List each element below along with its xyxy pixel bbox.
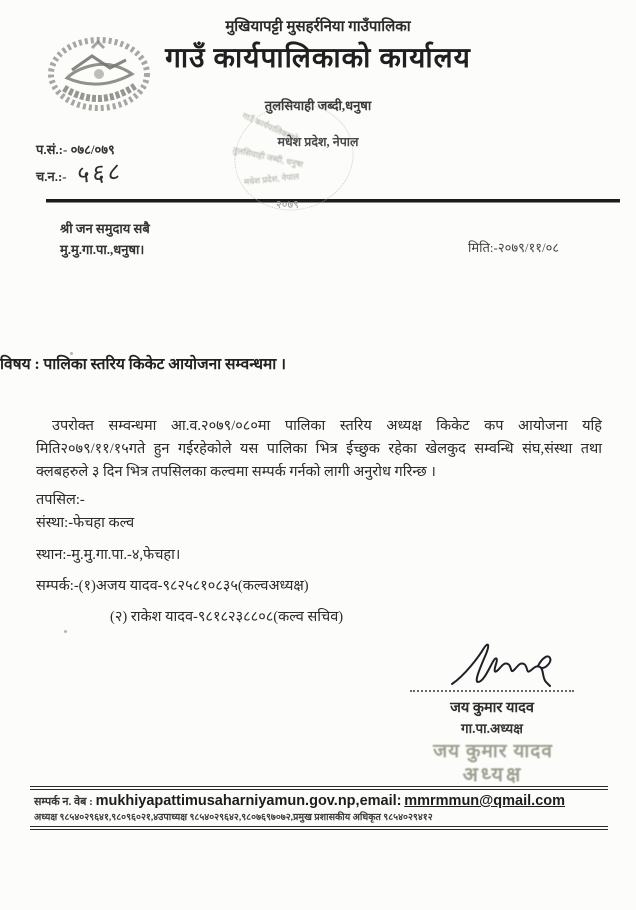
chalani-label: च.न.:-: [36, 169, 67, 184]
footer-email: mmrmmun@qmail.com: [404, 793, 566, 809]
footer-phone-line: अध्यक्ष ९८५४०२९६४१,९८०९६०२१,४उपाध्यक्ष ९८५४०२९६४२,९८०७६९७०७२,प्रमुख प्रशासकीय अधिकृत ९८५४०२९४१२: [34, 813, 433, 823]
footer-web-email-line: [30, 790, 608, 810]
signature-dotted-line: [410, 690, 574, 692]
letter-date: मिति:-२०७९/११/०८: [468, 240, 560, 255]
seal-arc-text: मधेश प्रदेश, नेपाल: [243, 171, 300, 187]
letter-body: उपरोक्त सम्वन्धमा आ.व.२०७९/०८०मा पालिका स्तरिय अध्यक्ष किकेट कप आयोजना यहि मिति२०७९/११/१५गते हुन गईरहेकोले यस पालिका भित्र ईच्छुक रहेका खेलकुद सम्वन्धि संघ,संस्था तथा क्लबहरुले ३ दिन भित्र तपसिलका कल्वमा सम्पर्क गर्नको लागी अनुरोध गरिन्छ ।: [36, 418, 602, 480]
footer-contact-band: [30, 786, 608, 830]
municipality-name: मुखियापट्टी मुसहर्रनिया गाउँपालिका: [225, 19, 411, 35]
seal-arc-text: गाउँ कार्यपालिकाको: [240, 110, 300, 144]
chalani-handwritten-number: ५६८: [75, 158, 125, 190]
addressee-line1: श्री जन समुदाय सबै: [60, 221, 150, 236]
footer-website: mukhiyapattimusaharniyamun.gov.np,email:: [95, 793, 402, 809]
footer-contact-prefix: सम्पर्क न. वेब :: [34, 796, 93, 808]
subject-line: विषय : पालिका स्तरिय किकेट आयोजना सम्वन्धमा ।: [0, 356, 287, 373]
office-title: गाउँ कार्यपालिकाको कार्यालय: [165, 43, 471, 74]
title-stamp-text: अध्यक्ष: [462, 764, 524, 786]
patra-sankhya-value: ०७८/०७९: [70, 142, 115, 157]
scan-artifact-dot: [64, 630, 67, 633]
office-round-seal: [226, 100, 371, 218]
seal-year: २०७९: [276, 199, 299, 211]
detail-contact-2: (२) राकेश यादव-९८१८२३८८०८(कल्व सचिव): [110, 609, 344, 625]
addressee-line2: मु.मु.गा.पा.,धनुषा।: [60, 242, 145, 257]
office-address: तुलसियाही जब्दी,धनुषा: [264, 98, 372, 113]
handwritten-signature: [438, 638, 566, 690]
signatory-name: जय कुमार यादव: [450, 700, 534, 716]
chalani-line: [36, 158, 125, 190]
footer-bottom-rule: [30, 826, 608, 830]
detail-contact-1: सम्पर्क:-(१)अजय यादव-९८२५८१०८३५(कल्वअध्यक्ष): [36, 578, 309, 594]
seal-arc-text: तुलसियाही जब्दी, धनुषा: [231, 144, 305, 170]
detail-place: स्थान:-मु.मु.गा.पा.-४,फेचहा।: [36, 547, 181, 563]
scan-artifact-dot: [70, 352, 73, 355]
patra-sankhya-label: प.सं.:-: [36, 142, 68, 157]
name-stamp-text: जय कुमार यादव: [433, 741, 553, 762]
signatory-title: गा.पा.अध्यक्ष: [461, 721, 523, 736]
province-line: मधेश प्रदेश, नेपाल: [277, 135, 359, 149]
detail-organization: संस्था:-फेचहा कल्व: [36, 515, 135, 531]
tapasil-label: तपसिल:-: [36, 492, 85, 508]
